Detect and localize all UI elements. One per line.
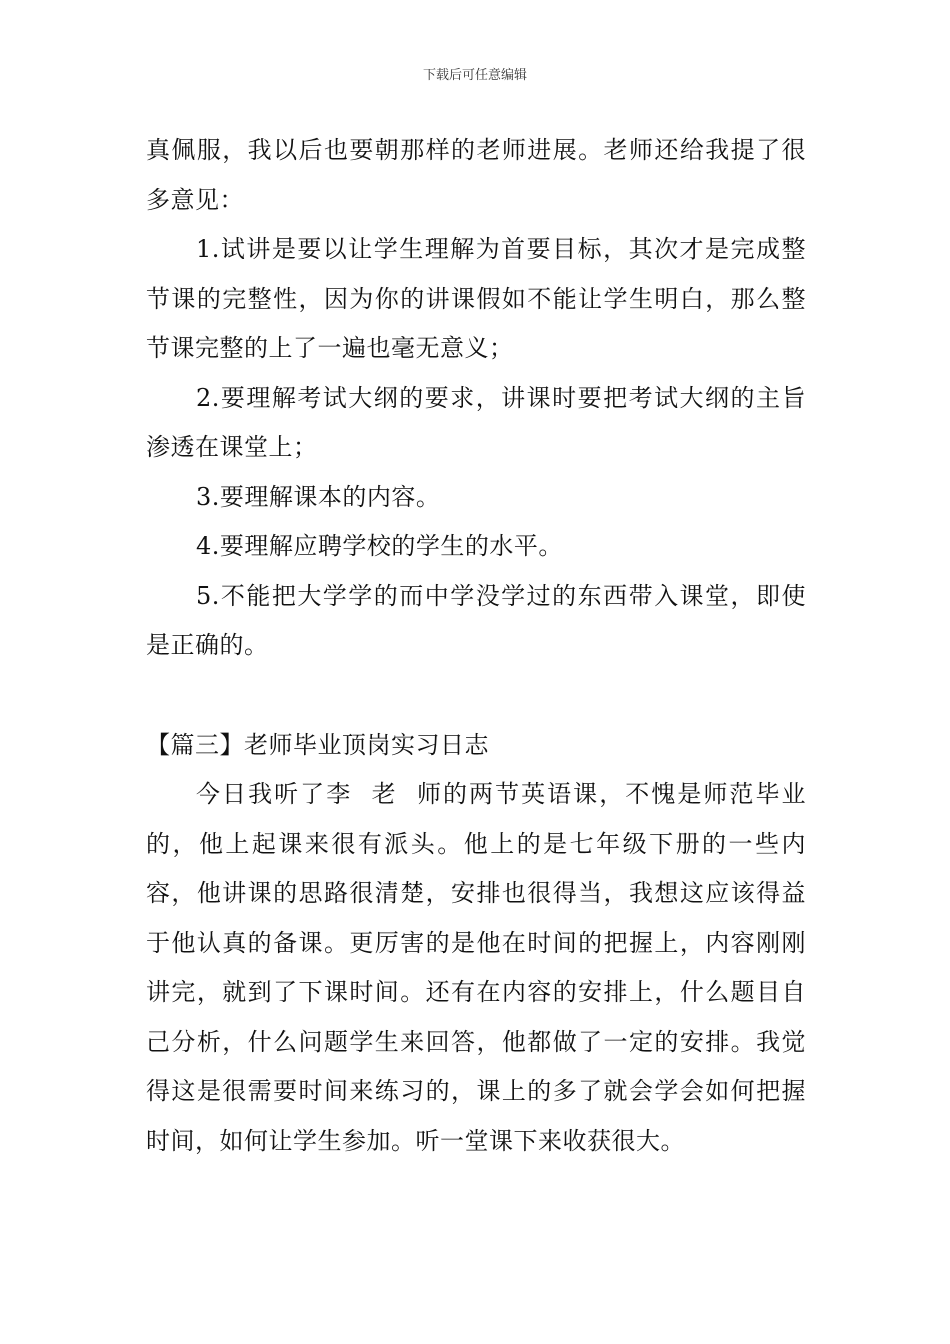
list-item-3: 3.要理解课本的内容。 [196, 482, 441, 511]
page-header: 下载后可任意编辑 [422, 68, 527, 83]
section-body-paragraph: 今日我听了李 老 师的两节英语课，不愧是师范毕业的，他上起课来很有派头。他上的是七年级下册的一些内容，他讲课的思路很清楚，安排也很得当，我想这应该得益于他认真的备课。更厉害的是他在时间的把握上，内容刚刚讲完，就到了下课时间。还有在内容的安排上，什么题目自己分析，什么问题学生来回答，他都做了一定的安排。我觉得这是很需要时间来练习的，课上的多了就会学会如何把握时间，如何让学生参加。听一堂课下来收获很大。 [146, 780, 806, 1155]
section-gap [146, 671, 806, 721]
document-body [146, 126, 806, 1166]
list-item-5: 5.不能把大学学的而中学没学过的东西带入课堂，即使是正确的。 [146, 581, 806, 659]
list-item-1: 1.试讲是要以让学生理解为首要目标，其次才是完成整节课的完整性，因为你的讲课假如不能让学生明白，那么整节课完整的上了一遍也毫无意义； [146, 235, 806, 362]
list-item-2: 2.要理解考试大纲的要求，讲课时要把考试大纲的主旨渗透在课堂上； [146, 383, 806, 461]
intro-paragraph: 真佩服，我以后也要朝那样的老师进展。老师还给我提了很多意见： [146, 136, 806, 214]
section-title: 【篇三】老师毕业顶岗实习日志 [146, 730, 489, 759]
list-item-4: 4.要理解应聘学校的学生的水平。 [196, 532, 563, 560]
